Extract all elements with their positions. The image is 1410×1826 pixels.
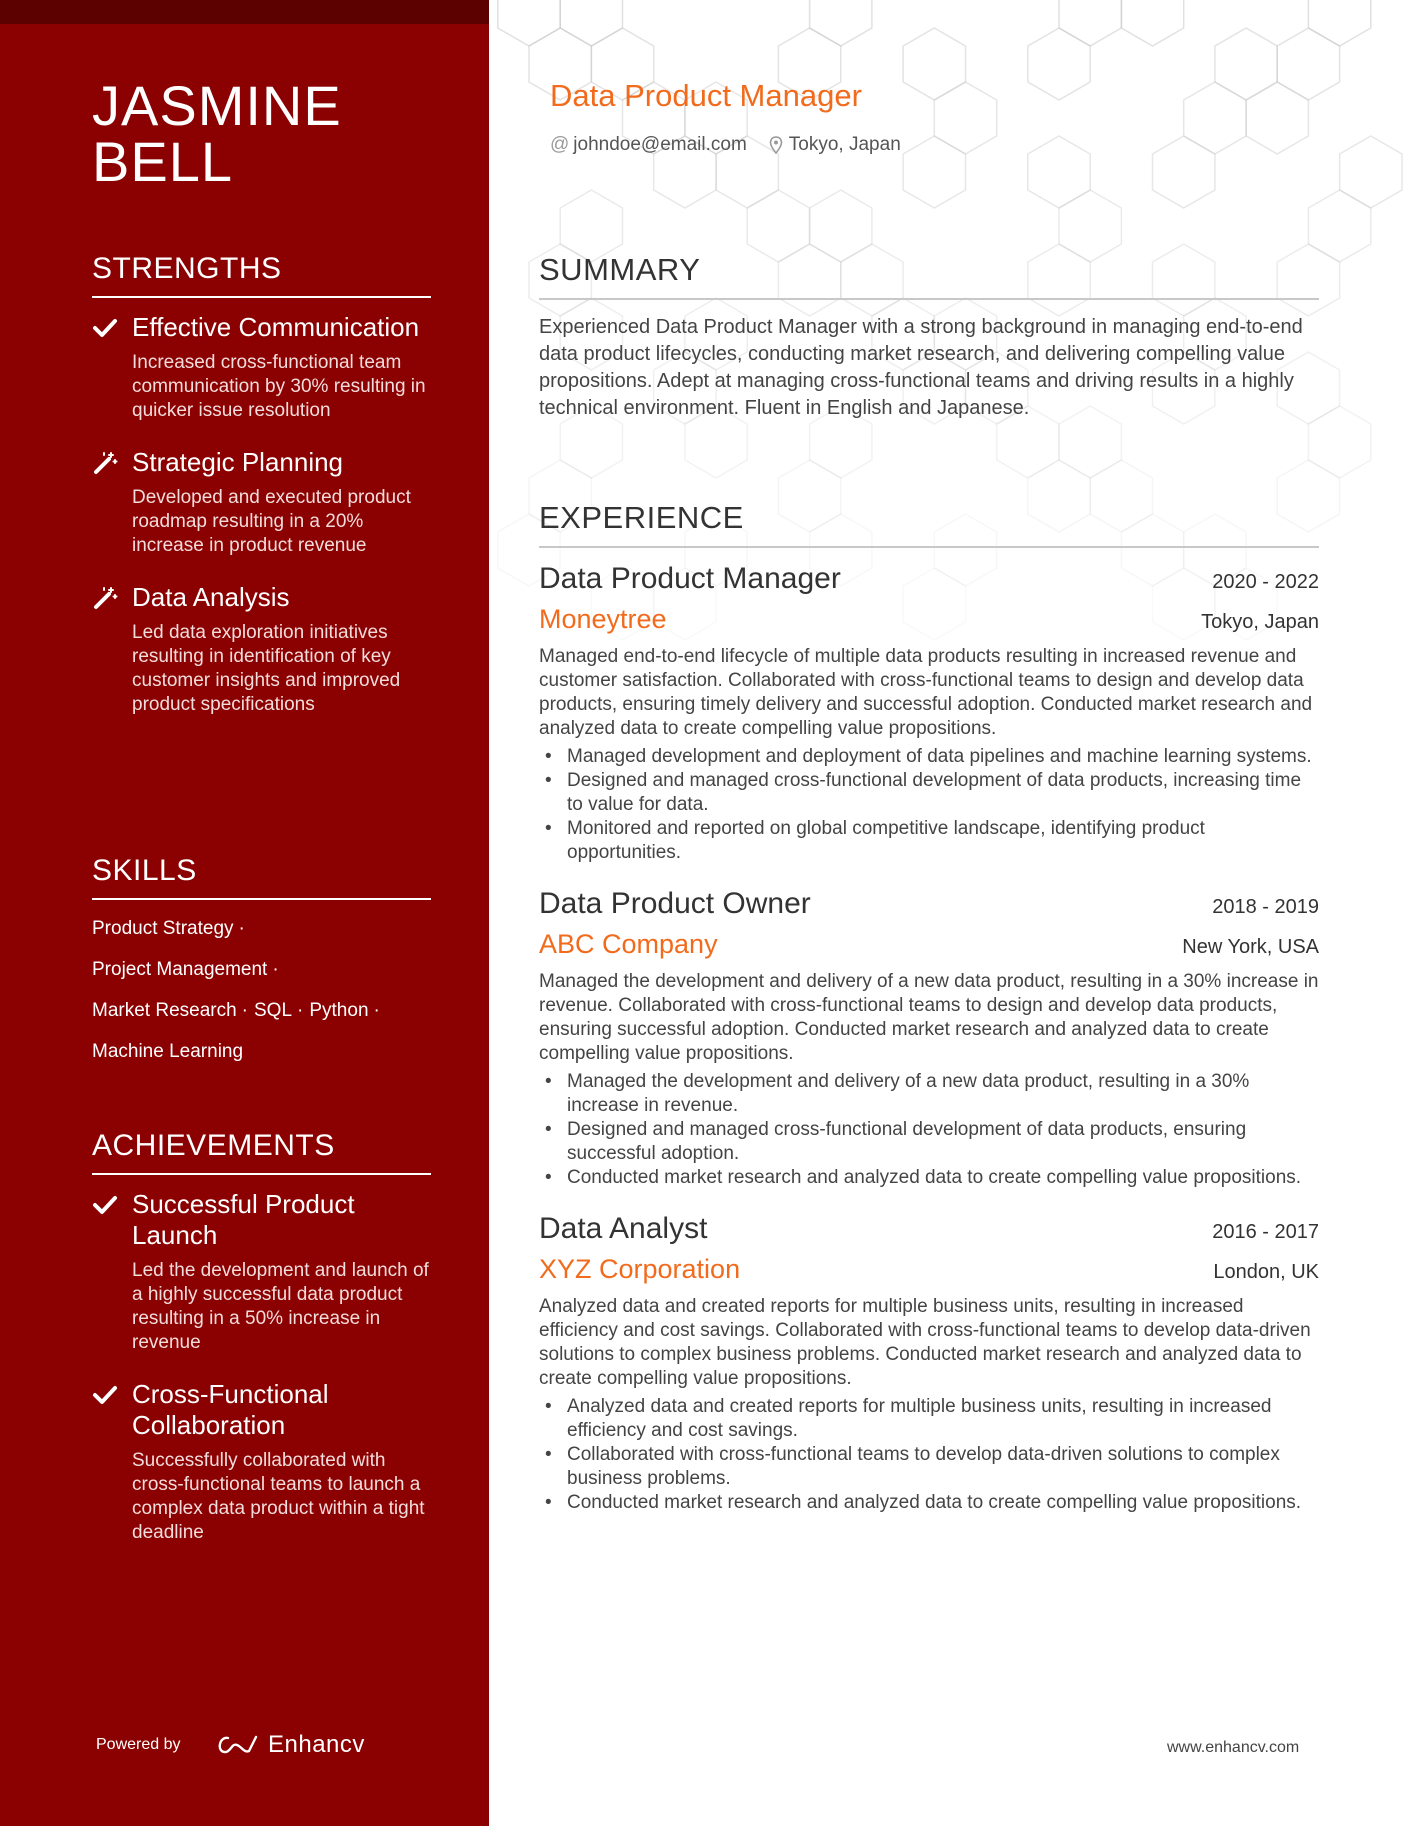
- magic-wand-icon: [92, 586, 118, 610]
- hexagon-shape: [1059, 0, 1121, 46]
- hexagon-shape: [560, 0, 622, 46]
- experience-role: Data Product Owner: [539, 887, 811, 920]
- website-link[interactable]: www.enhancv.com: [1167, 1739, 1300, 1756]
- at-icon: @: [550, 134, 570, 155]
- check-icon: [92, 316, 118, 340]
- hexagon-shape: [903, 28, 965, 100]
- experience-heading: EXPERIENCE: [539, 500, 1319, 548]
- strength-title: Strategic Planning: [132, 447, 344, 477]
- hexagon-shape: [498, 0, 560, 46]
- experience-company: XYZ Corporation: [539, 1254, 741, 1284]
- experience-role: Data Product Manager: [539, 562, 841, 595]
- list-item: • Designed and managed cross-functional development of data products, increasing time to value for data.: [539, 769, 1319, 817]
- check-icon: [92, 1383, 118, 1407]
- main-content: [489, 0, 1410, 1826]
- experience-item: [539, 1212, 1319, 1515]
- hexagon-shape: [934, 82, 996, 154]
- experience-section: [539, 500, 1319, 1515]
- achievements-section: [92, 1129, 431, 1545]
- sidebar: [0, 0, 489, 1826]
- list-item: • Conducted market research and analyzed data to create compelling value propositions.: [539, 1491, 1319, 1515]
- skills-list: Product Strategy · Project Management · Market Research · SQL · Python · Machine Learning: [92, 918, 380, 1062]
- candidate-name: JASMINE BELL: [92, 74, 342, 193]
- experience-location: London, UK: [1213, 1261, 1319, 1283]
- experience-company: Moneytree: [539, 604, 667, 634]
- experience-bullets: [539, 1070, 1319, 1190]
- experience-dates: 2016 - 2017: [1212, 1221, 1319, 1243]
- hexagon-shape: [1184, 82, 1246, 154]
- experience-location: Tokyo, Japan: [1201, 611, 1319, 633]
- location-pin-icon: [769, 136, 783, 154]
- achievement-title: Cross-Functional Collaboration: [132, 1379, 329, 1440]
- list-item: • Conducted market research and analyzed data to create compelling value propositions.: [539, 1166, 1319, 1190]
- enhancv-brand-text: Enhancv: [268, 1731, 365, 1758]
- summary-heading: SUMMARY: [539, 252, 1319, 300]
- contact-row: [550, 134, 901, 156]
- experience-item: [539, 562, 1319, 865]
- skill-item: Product Strategy: [92, 918, 234, 939]
- experience-role: Data Analyst: [539, 1212, 708, 1245]
- skill-item: Python: [309, 1000, 369, 1021]
- contact-email[interactable]: johndoe@email.com: [573, 134, 747, 155]
- list-item: • Managed the development and delivery of a new data product, resulting in a 30% increase in revenue.: [539, 1070, 1319, 1118]
- achievement-desc: Led the development and launch of a highly successful data product resulting in a 50% increase in revenue: [132, 1260, 429, 1353]
- experience-bullets: [539, 745, 1319, 865]
- strength-title: Effective Communication: [132, 312, 420, 342]
- experience-description: Managed end-to-end lifecycle of multiple data products resulting in increased revenue and customer satisfaction. Collaborated with cross-functional teams to design and develop data products, ensuring timely delivery and successful adoption. Conducted market research and analyzed data to create compelling value propositions.: [539, 646, 1313, 739]
- strength-desc: Increased cross-functional team communication by 30% resulting in quicker issue resolution: [132, 352, 426, 421]
- skill-item: Project Management: [92, 959, 268, 980]
- headline-job-title: Data Product Manager: [550, 78, 862, 113]
- experience-item: [539, 887, 1319, 1190]
- hexagon-shape: [1121, 0, 1183, 46]
- experience-description: Managed the development and delivery of a new data product, resulting in a 30% increase in revenue. Collaborated with cross-functional teams to design and develop data products, ensuring successful adoption. Conducted market research and analyzed data to create compelling value propositions.: [539, 971, 1319, 1064]
- hexagon-shape: [1153, 136, 1215, 208]
- list-item: • Monitored and reported on global competitive landscape, identifying product opportunities.: [539, 817, 1319, 865]
- experience-bullets: [539, 1395, 1319, 1515]
- check-icon: [92, 1193, 118, 1217]
- achievement-desc: Successfully collaborated with cross-functional teams to launch a complex data product within a tight deadline: [132, 1450, 425, 1543]
- magic-wand-icon: [92, 451, 118, 475]
- strength-desc: Developed and executed product roadmap resulting in a 20% increase in product revenue: [132, 487, 411, 556]
- hexagon-shape: [1028, 28, 1090, 100]
- experience-dates: 2020 - 2022: [1212, 571, 1319, 593]
- hexagon-shape: [1340, 136, 1402, 208]
- hexagon-shape: [1028, 136, 1090, 208]
- contact-location: Tokyo, Japan: [788, 134, 901, 155]
- strength-item: [92, 312, 431, 423]
- experience-description: Analyzed data and created reports for multiple business units, resulting in increased efficiency and cost savings. Collaborated with cross-functional teams to develop data-driven solutions to complex business problems. Conducted market research and analyzed data to create compelling value propositions.: [539, 1296, 1311, 1389]
- list-item: • Managed development and deployment of data pipelines and machine learning systems.: [539, 745, 1319, 769]
- enhancv-brand[interactable]: [214, 1728, 365, 1762]
- strength-item: [92, 582, 431, 717]
- powered-by-label: Powered by: [96, 1736, 181, 1753]
- hexagon-shape: [1246, 82, 1308, 154]
- list-item: • Analyzed data and created reports for multiple business units, resulting in increased efficiency and cost savings.: [539, 1395, 1319, 1443]
- experience-location: New York, USA: [1182, 936, 1319, 958]
- hexagon-shape: [1308, 0, 1370, 46]
- strengths-heading: STRENGTHS: [92, 252, 431, 298]
- hexagon-shape: [903, 136, 965, 208]
- achievement-item: [92, 1379, 431, 1545]
- experience-company: ABC Company: [539, 929, 718, 959]
- summary-section: [539, 252, 1319, 422]
- list-item: • Designed and managed cross-functional development of data products, ensuring successful adoption.: [539, 1118, 1319, 1166]
- achievement-title: Successful Product Launch: [132, 1189, 355, 1250]
- skill-item: SQL: [254, 1000, 293, 1021]
- hexagon-shape: [810, 0, 872, 46]
- strength-title: Data Analysis: [132, 582, 290, 612]
- strength-item: [92, 447, 431, 558]
- sidebar-top-band: [0, 0, 489, 24]
- strength-desc: Led data exploration initiatives resulting in identification of key customer insights and improved product specifications: [132, 622, 401, 715]
- achievement-item: [92, 1189, 431, 1355]
- skill-item: Market Research: [92, 1000, 237, 1021]
- hexagon-shape: [1277, 28, 1339, 100]
- achievements-heading: ACHIEVEMENTS: [92, 1129, 431, 1175]
- skill-item: Machine Learning: [92, 1041, 244, 1062]
- hexagon-shape: [1215, 28, 1277, 100]
- skills-heading: SKILLS: [92, 854, 431, 900]
- enhancv-logo-icon: [214, 1733, 260, 1757]
- strengths-section: [92, 252, 431, 717]
- list-item: • Collaborated with cross-functional teams to develop data-driven solutions to complex business problems.: [539, 1443, 1319, 1491]
- summary-text: Experienced Data Product Manager with a strong background in managing end-to-end data product lifecycles, conducting market research, and delivering compelling value propositions. Adept at managing cross-functional teams and driving results in a highly technical environment. Fluent in English and Japanese.: [539, 316, 1303, 419]
- skills-section: [92, 854, 431, 1078]
- experience-dates: 2018 - 2019: [1212, 896, 1319, 918]
